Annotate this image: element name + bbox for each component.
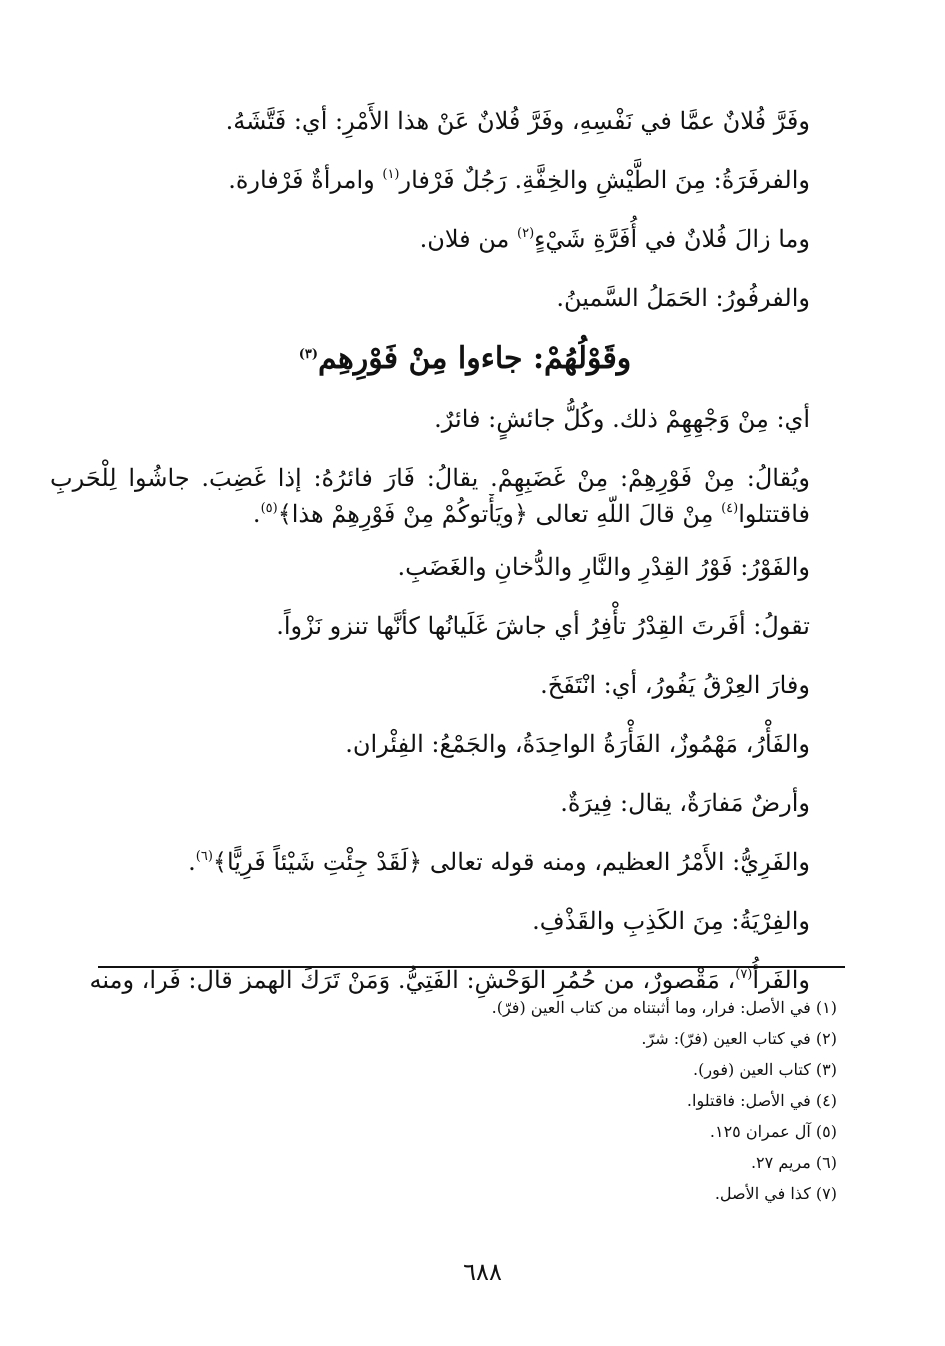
line-text: والفِرْيَةُ: مِنَ الكَذِبِ والقَذْفِ.: [532, 907, 810, 935]
text-line: [90, 92, 810, 151]
line-text: والفَرِيُّ: الأَمْرُ العظيم، ومنه قوله تعالى ﴿لَقَدْ جِئْتِ شَيْئاً فَرِيًّا﴾: [212, 848, 810, 876]
footnote-item: (٥) آل عمران ١٢٥.: [709, 1122, 837, 1141]
line-text: فاقتتلوا: [738, 500, 810, 528]
line-text: والفرفَرَةُ: مِنَ الطَّيْشِ والخِفَّةِ. رَجُلٌ فَرْفار: [399, 166, 810, 194]
line-text: وما زالَ فُلانٌ في أُفَرَّةِ شَيْءٍ: [534, 225, 810, 253]
footnote-separator: [98, 966, 845, 968]
line-text: ، مَقْصورٌ، من حُمُرِ الوَحْشِ: الفَتِيُّ. وَمَنْ تَرَكَ الهمز قال: فَرا، ومنه: [89, 966, 736, 994]
line-text: ويُقالُ: مِنْ فَوْرِهِمْ: مِنْ غَضَبِهِمْ. يقالُ: فَارَ فائرُهُ: إذا غَضِبَ. جاشُوا لِلْحَربِ: [50, 464, 810, 492]
footnote-item: (٤) في الأصل: فاقتلوا.: [686, 1091, 837, 1110]
line-text: والفرفُورُ: الحَمَلُ السَّمينُ.: [556, 284, 810, 312]
text-line: [90, 892, 810, 951]
text-line: [90, 390, 810, 449]
line-text: وفَرَّ فُلانٌ عمَّا في نَفْسِهِ، وفَرَّ فُلانٌ عَنْ هذا الأَمْرِ: أي: فَتَّشَهُ.: [225, 107, 810, 135]
line-text: .: [252, 500, 261, 528]
line-text: والفَرأُ: [752, 966, 810, 994]
line-text: .: [188, 848, 196, 876]
footnote-reference[interactable]: (٧): [735, 967, 753, 982]
text-line: [90, 269, 810, 328]
page-number: ٦٨٨: [463, 1258, 502, 1286]
line-text: والفَأْرُ، مَهْمُوزٌ، الفَأْرَةُ الواحِدَةُ، والجَمْعُ: الفِئْران.: [345, 730, 810, 758]
footnote-reference[interactable]: (٢): [517, 226, 535, 241]
text-line: [90, 715, 810, 774]
text-line: [90, 833, 810, 892]
footnote-reference[interactable]: (٤): [721, 501, 739, 516]
line-text: وفارَ العِرْقُ يَفُورُ، أي: انْتَفَخَ.: [540, 671, 810, 699]
section-heading: [90, 328, 810, 390]
text-line: [90, 597, 810, 656]
line-text: مِنْ قالَ اللّهِ تعالى ﴿ويَأْتوكُمْ مِنْ فَوْرِهِمْ هذا﴾: [277, 500, 722, 528]
heading-text: وقَوْلُهُمْ: جاءوا مِنْ فَوْرِهِم: [317, 341, 632, 376]
text-line: [90, 656, 810, 715]
footnote-reference[interactable]: (٥): [260, 501, 278, 516]
footnote-item: (٢) في كتاب العين (فرّ): شرّ.: [641, 1029, 837, 1048]
line-text: تقولُ: أفَرتَ القِدْرُ تأْفِرُ أي جاشَ غَلَيانُها كأنَّها تنزو نَزْواً.: [276, 612, 810, 640]
main-text: [50, 92, 810, 1010]
line-text: وامرأةٌ فَرْفارة.: [228, 166, 383, 194]
footnote-item: (٦) مريم ٢٧.: [750, 1153, 837, 1172]
line-text: من فلان.: [419, 225, 517, 253]
line-text: أي: مِنْ وَجْهِهِمْ ذلك. وكُلُّ جائشٍ: فائرٌ.: [434, 405, 810, 433]
footnote-reference[interactable]: (٦): [195, 849, 213, 864]
text-line: [90, 774, 810, 833]
footnote-reference[interactable]: (٣): [298, 347, 318, 362]
line-text: وأرضٌ مَفارَةٌ، يقال: فِيرَةٌ.: [560, 789, 810, 817]
footnote-item: (١) في الأصل: فرار، وما أثبتناه من كتاب العين (فرّ).: [491, 998, 837, 1017]
footnote-reference[interactable]: (١): [382, 167, 400, 182]
footnotes: [117, 992, 837, 1209]
footnote-item: (٧) كذا في الأصل.: [714, 1184, 837, 1203]
line-text: والفَوْرُ: فَوْرُ القِدْرِ والنَّارِ والدُّخانِ والغَضَبِ.: [397, 553, 810, 581]
text-line: [90, 210, 810, 269]
text-line: [90, 538, 810, 597]
footnote-item: (٣) كتاب العين (فور).: [693, 1060, 837, 1079]
text-line: [90, 151, 810, 210]
